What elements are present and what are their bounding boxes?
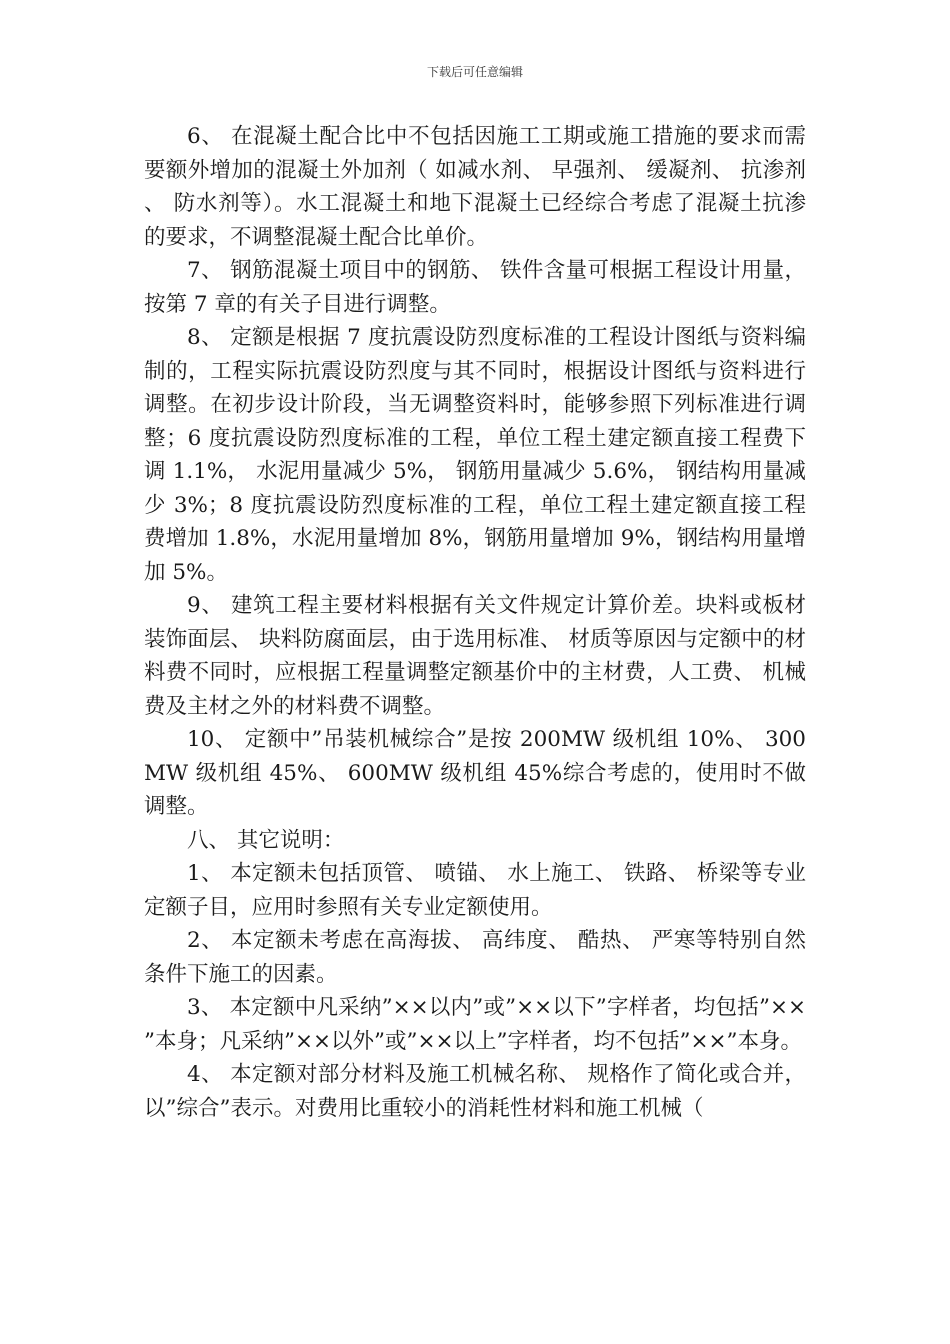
paragraph-item-6: 6、 在混凝土配合比中不包括因施工工期或施工措施的要求而需要额外增加的混凝土外加剂（ 如减水剂、 早强剂、 缓凝剂、 抗渗剂、 防水剂等）。水工混凝土和地下混凝土已经综合考虑了混凝土抗渗的要求，不调整混凝土配合比单价。 <box>144 124 806 250</box>
document-body <box>144 120 806 1125</box>
section-heading-other-notes: 八、 其它说明： <box>187 827 345 853</box>
paragraph-other-1: 1、 本定额未包括顶管、 喷锚、 水上施工、 铁路、 桥梁等专业定额子目，应用时参照有关专业定额使用。 <box>144 861 806 920</box>
paragraph-other-3: 3、 本定额中凡采纳”××以内”或”××以下”字样者，均包括”××”本身；凡采纳”××以外”或”××以上”字样者，均不包括”××”本身。 <box>144 995 806 1054</box>
paragraph-item-10: 10、 定额中”吊装机械综合”是按 200MW 级机组 10%、 300MW 级机组 45%、 600MW 级机组 45%综合考虑的，使用时不做调整。 <box>144 727 806 819</box>
paragraph-item-8: 8、 定额是根据 7 度抗震设防烈度标准的工程设计图纸与资料编制的，工程实际抗震设防烈度与其不同时，根据设计图纸与资料进行调整。在初步设计阶段，当无调整资料时，能够参照下列标准进行调整；6 度抗震设防烈度标准的工程，单位工程土建定额直接工程费下调 1.1%， 水泥用量减少 5%， 钢筋用量减少 5.6%， 钢结构用量减少 3%；8 度抗震设防烈度标准的工程，单位工程土建定额直接工程费增加 1.8%，水泥用量增加 8%，钢筋用量增加 9%，钢结构用量增加 5%。 <box>144 325 806 585</box>
paragraph-item-7: 7、 钢筋混凝土项目中的钢筋、 铁件含量可根据工程设计用量，按第 7 章的有关子目进行调整。 <box>144 258 806 317</box>
paragraph-other-2: 2、 本定额未考虑在高海拔、 高纬度、 酷热、 严寒等特别自然条件下施工的因素。 <box>144 928 806 987</box>
paragraph-other-4: 4、 本定额对部分材料及施工机械名称、 规格作了简化或合并，以”综合”表示。对费用比重较小的消耗性材料和施工机械（ <box>144 1062 806 1121</box>
page-header: 下载后可任意编辑 <box>426 65 523 79</box>
paragraph-item-9: 9、 建筑工程主要材料根据有关文件规定计算价差。块料或板材装饰面层、 块料防腐面层，由于选用标准、 材质等原因与定额中的材料费不同时，应根据工程量调整定额基价中的主材费，人工费、 机械费及主材之外的材料费不调整。 <box>144 593 806 719</box>
